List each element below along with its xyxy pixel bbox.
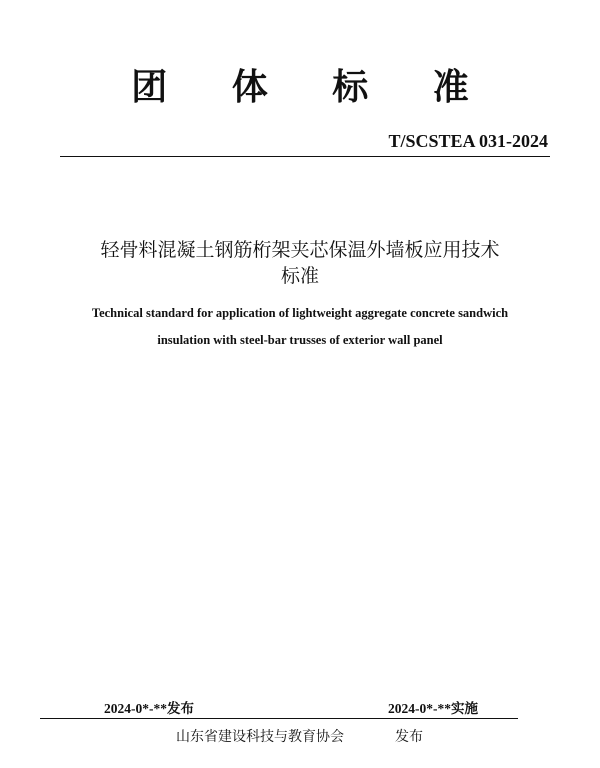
release-date: 2024-0*-**发布 bbox=[104, 701, 194, 716]
issue-action: 发布 bbox=[395, 729, 423, 745]
doc-type-heading: 团 体 标 准 bbox=[131, 67, 495, 108]
implementation-date: 2024-0*-**实施 bbox=[388, 701, 478, 716]
chinese-title bbox=[40, 237, 560, 289]
top-divider bbox=[60, 156, 550, 157]
chinese-title-line-2: 标准 bbox=[280, 265, 319, 287]
english-title-line-2: insulation with steel-bar trusses of exterior wall panel bbox=[157, 333, 443, 347]
bottom-divider bbox=[40, 718, 518, 719]
english-title-line-1: Technical standard for application of lightweight aggregate concrete sandwich bbox=[91, 306, 509, 320]
chinese-title-line-1: 轻骨料混凝土钢筋桁架夹芯保温外墙板应用技术 bbox=[100, 239, 500, 261]
english-title bbox=[30, 300, 570, 354]
standard-number: T/SCSTEA 031-2024 bbox=[388, 131, 548, 151]
date-row bbox=[0, 697, 600, 717]
issuing-organization: 山东省建设科技与教育协会 bbox=[176, 729, 344, 745]
